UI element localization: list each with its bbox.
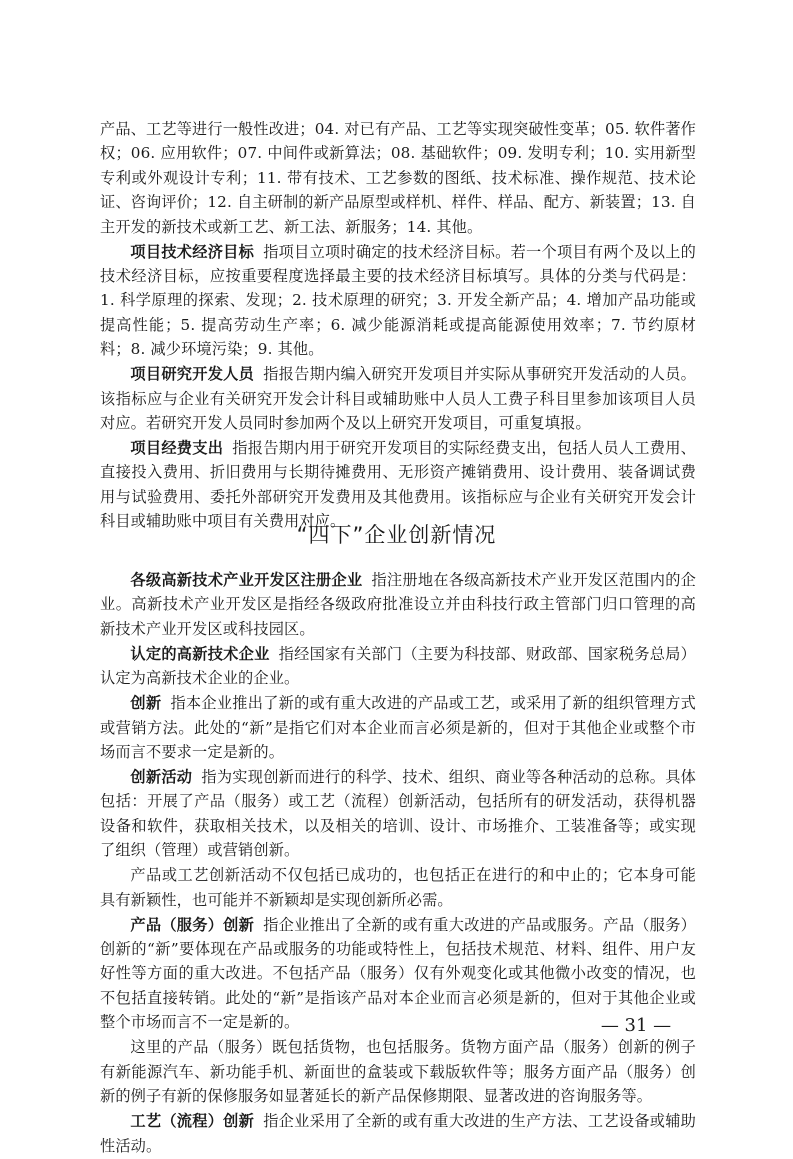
paragraph-process-innovation: [100, 1109, 696, 1158]
paragraph-text: 指报告期内编入研究开发项目并实际从事研究开发活动的人员。该指标应与企业有关研究开发会计科目或辅助账中人员人工费子科目里参加该项目人员对应。若研究开发人员同时参加两个及以上研究开发项目，可重复填报。: [100, 365, 697, 433]
upper-text-block: [100, 117, 696, 534]
paragraph-text: 产品、工艺等进行一般性改进；04. 对已有产品、工艺等实现突破性变革；05. 软件著作权；06. 应用软件；07. 中间件或新算法；08. 基础软件；09. 发明专利；10. 实用新型专利或外观设计专利；11. 带有技术、工艺参数的图纸、技术标准、操作规范、技术论证、咨询评价；12. 自主研制的新产品原型或样机、样件、样品、配方、新装置；13. 自主开发的新技术或新工艺、新工法、新服务；14. 其他。: [100, 120, 696, 236]
term-heading: 创新活动: [130, 768, 193, 787]
term-heading: 认定的高新技术企业: [130, 644, 270, 663]
page-number: — 31 —: [600, 1015, 672, 1036]
paragraph-text: 指企业推出了全新的或有重大改进的产品或服务。产品（服务）创新的“新”要体现在产品或服务的功能或特性上，包括技术规范、材料、组件、用户友好性等方面的重大改进。不包括产品（服务）仅有外观变化或其他微小改变的情况，也不包括直接转销。此处的“新”是指该产品对本企业而言必须是新的，但对于其他企业或整个市场而言不一定是新的。: [100, 915, 697, 1032]
term-heading: 创新: [130, 694, 162, 713]
paragraph-project-tech-econ-goal: [100, 240, 696, 362]
paragraph-certified-hightech-enterprise: [100, 642, 696, 691]
section-title: “四下”企业创新情况: [296, 523, 497, 547]
paragraph-text: 指注册地在各级高新技术产业开发区范围内的企业。高新技术产业开发区是指经各级政府批准设立并由科技行政主管部门归口管理的高新技术产业开发区或科技园区。: [100, 571, 697, 638]
paragraph-text: 指报告期内用于研究开发项目的实际经费支出，包括人员人工费用、直接投入费用、折旧费用与长期待摊费用、无形资产摊销费用、设计费用、装备调试费用与试验费用、委托外部研究开发费用及其他费用。该指标应与企业有关研究开发会计科目或辅助账中项目有关费用对应。: [100, 439, 697, 531]
paragraph-hightech-zone-enterprise: [100, 568, 696, 641]
paragraph-text: 指经国家有关部门（主要为科技部、财政部、国家税务总局）认定为高新技术企业的企业。: [100, 644, 696, 688]
term-heading: 工艺（流程）创新: [130, 1112, 255, 1131]
paragraph-text: 指本企业推出了新的或有重大改进的产品或工艺，或采用了新的组织管理方式或营销方法。此处的“新”是指它们对本企业而言必须是新的，但对于其他企业或整个市场而言不要求一定是新的。: [100, 694, 696, 762]
term-heading: 项目经费支出: [130, 439, 224, 458]
paragraph-innovation: [100, 691, 696, 764]
lower-text-block: [100, 568, 696, 1159]
paragraph-text: 这里的产品（服务）既包括货物，也包括服务。货物方面产品（服务）创新的例子有新能源汽车、新功能手机、新面世的盒装或下载版软件等；服务方面产品（服务）创新的例子有新的保修服务如显著延长的新产品保修期限、显著改进的咨询服务等。: [100, 1038, 696, 1106]
paragraph-innovation-activities-note: [100, 863, 696, 912]
paragraph-text: 产品或工艺创新活动不仅包括已成功的，也包括正在进行的和中止的；它本身可能具有新颖性，也可能并不新颖却是实现创新所必需。: [100, 866, 696, 909]
paragraph-text: 指项目立项时确定的技术经济目标。若一个项目有两个及以上的技术经济目标，应按重要程度选择最主要的技术经济目标填写。具体的分类与代码是：1. 科学原理的探索、发现；2. 技术原理的研究；3. 开发全新产品；4. 增加产品功能或提高性能；5. 提高劳动生产率；6. 减少能源消耗或提高能源使用效率；7. 节约原材料；8. 减少环境污染；9. 其他。: [100, 242, 697, 359]
paragraph-project-rd-staff: [100, 362, 696, 435]
term-heading: 项目研究开发人员: [130, 365, 255, 384]
term-heading: 项目技术经济目标: [130, 242, 255, 261]
paragraph-innovation-activities: [100, 765, 696, 863]
paragraph-product-innovation-examples: [100, 1035, 696, 1108]
paragraph-output-types: [100, 117, 696, 239]
term-heading: 产品（服务）创新: [130, 915, 255, 934]
paragraph-text: 指为实现创新而进行的科学、技术、组织、商业等各种活动的总称。具体包括：开展了产品（服务）或工艺（流程）创新活动，包括所有的研发活动，获得机器设备和软件，获取相关技术，以及相关的培训、设计、市场推介、工装准备等；或实现了组织（管理）或营销创新。: [100, 768, 696, 860]
term-heading: 各级高新技术产业开发区注册企业: [130, 571, 363, 589]
paragraph-text: 指企业采用了全新的或有重大改进的生产方法、工艺设备或辅助性活动。: [100, 1112, 697, 1155]
